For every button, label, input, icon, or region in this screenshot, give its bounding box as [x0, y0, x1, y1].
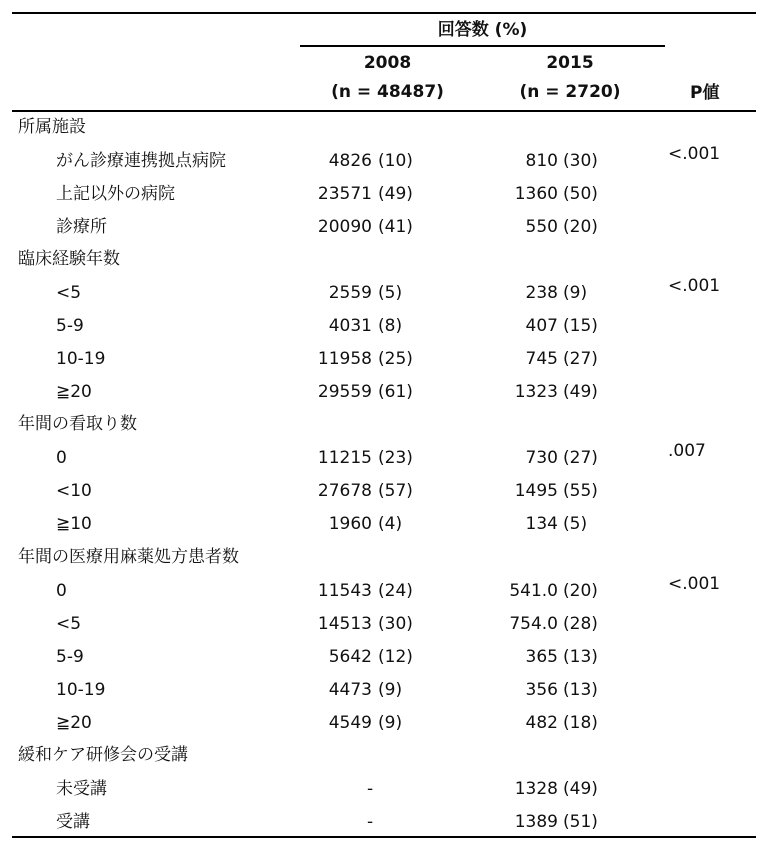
year-2008-header: 2008 [363, 53, 412, 73]
p-value: <.001 [668, 574, 721, 594]
row-label: <10 [56, 481, 92, 501]
value-2015: 407 [525, 316, 558, 336]
value-2015: 356 [525, 680, 558, 700]
percent-2008: (49) [378, 184, 413, 204]
row-label: <5 [56, 614, 82, 634]
value-2008: 23571 [317, 184, 372, 204]
section-title: 所属施設 [18, 117, 86, 137]
year-2015-header: 2015 [546, 53, 594, 73]
value-2015: 1323 [514, 382, 558, 402]
percent-2015: (18) [563, 713, 598, 733]
percent-2015: (9) [563, 283, 588, 303]
value-2008: 29559 [317, 382, 372, 402]
value-2015: 1360 [514, 184, 558, 204]
value-2008: 1960 [328, 514, 372, 534]
bottom-rule [12, 836, 756, 838]
percent-2015: (49) [563, 382, 598, 402]
percent-2015: (50) [563, 184, 598, 204]
row-label: ≧20 [56, 382, 92, 402]
row-label: ≧10 [56, 514, 92, 534]
percent-2008: (5) [378, 283, 403, 303]
value-2015: 754.0 [509, 614, 558, 634]
pvalue-header: P値 [690, 83, 720, 103]
value-2015: 365 [525, 647, 558, 667]
value-2008: 27678 [317, 481, 372, 501]
percent-2008: (8) [378, 316, 403, 336]
value-2015: 550 [525, 217, 558, 237]
percent-2008: (57) [378, 481, 413, 501]
value-2015: 134 [525, 514, 558, 534]
percent-2008: (23) [378, 448, 413, 468]
header-rule [12, 110, 756, 112]
value-2015: 238 [525, 283, 558, 303]
value-2008: 20090 [317, 217, 372, 237]
value-2015: 541.0 [509, 581, 558, 601]
row-label: 上記以外の病院 [56, 184, 175, 204]
percent-2015: (28) [563, 614, 598, 634]
section-title: 緩和ケア研修会の受講 [18, 745, 188, 765]
row-label: ≧20 [56, 713, 92, 733]
group-header: 回答数 (%) [437, 20, 528, 40]
value-2008: 14513 [317, 614, 372, 634]
value-2008: - [367, 812, 374, 832]
section-title: 年間の看取り数 [18, 414, 137, 434]
row-label: 未受講 [56, 779, 107, 799]
percent-2015: (55) [563, 481, 598, 501]
row-label: 0 [56, 448, 67, 468]
row-label: がん診療連携拠点病院 [56, 151, 226, 171]
row-label: 受講 [56, 812, 90, 832]
value-2008: 2559 [328, 283, 372, 303]
percent-2008: (9) [378, 713, 403, 733]
group-underline [300, 45, 665, 47]
value-2015: 810 [525, 151, 558, 171]
percent-2008: (30) [378, 614, 413, 634]
value-2015: 730 [525, 448, 558, 468]
value-2008: 4549 [328, 713, 372, 733]
percent-2008: (4) [378, 514, 403, 534]
percent-2015: (20) [563, 581, 598, 601]
p-value: <.001 [668, 276, 721, 296]
percent-2015: (27) [563, 349, 598, 369]
value-2008: 4031 [328, 316, 372, 336]
value-2015: 1495 [514, 481, 558, 501]
value-2008: 4473 [328, 680, 372, 700]
percent-2015: (13) [563, 680, 598, 700]
n-2015-header: (n = 2720) [519, 82, 621, 102]
value-2008: 11543 [317, 581, 372, 601]
percent-2008: (61) [378, 382, 413, 402]
percent-2015: (13) [563, 647, 598, 667]
percent-2015: (15) [563, 316, 598, 336]
value-2008: 4826 [328, 151, 372, 171]
top-rule [12, 12, 756, 14]
section-title: 臨床経験年数 [18, 249, 120, 269]
percent-2008: (24) [378, 581, 413, 601]
value-2015: 482 [525, 713, 558, 733]
percent-2008: (10) [378, 151, 413, 171]
row-label: 0 [56, 581, 67, 601]
percent-2015: (5) [563, 514, 588, 534]
row-label: 10-19 [56, 349, 106, 369]
value-2008: - [367, 779, 374, 799]
percent-2008: (12) [378, 647, 413, 667]
percent-2008: (25) [378, 349, 413, 369]
section-title: 年間の医療用麻薬処方患者数 [18, 547, 239, 567]
row-label: 5-9 [56, 647, 84, 667]
row-label: 5-9 [56, 316, 84, 336]
percent-2015: (30) [563, 151, 598, 171]
value-2008: 11958 [317, 349, 372, 369]
row-label: 診療所 [56, 217, 107, 237]
percent-2015: (20) [563, 217, 598, 237]
value-2015: 745 [525, 349, 558, 369]
p-value: <.001 [668, 144, 721, 164]
row-label: <5 [56, 283, 82, 303]
value-2008: 5642 [328, 647, 372, 667]
percent-2015: (27) [563, 448, 598, 468]
value-2015: 1389 [514, 812, 558, 832]
percent-2008: (9) [378, 680, 403, 700]
row-label: 10-19 [56, 680, 106, 700]
percent-2015: (51) [563, 812, 598, 832]
value-2015: 1328 [514, 779, 558, 799]
percent-2008: (41) [378, 217, 413, 237]
n-2008-header: (n = 48487) [331, 82, 444, 102]
value-2008: 11215 [317, 448, 372, 468]
percent-2015: (49) [563, 779, 598, 799]
p-value: .007 [668, 441, 706, 461]
